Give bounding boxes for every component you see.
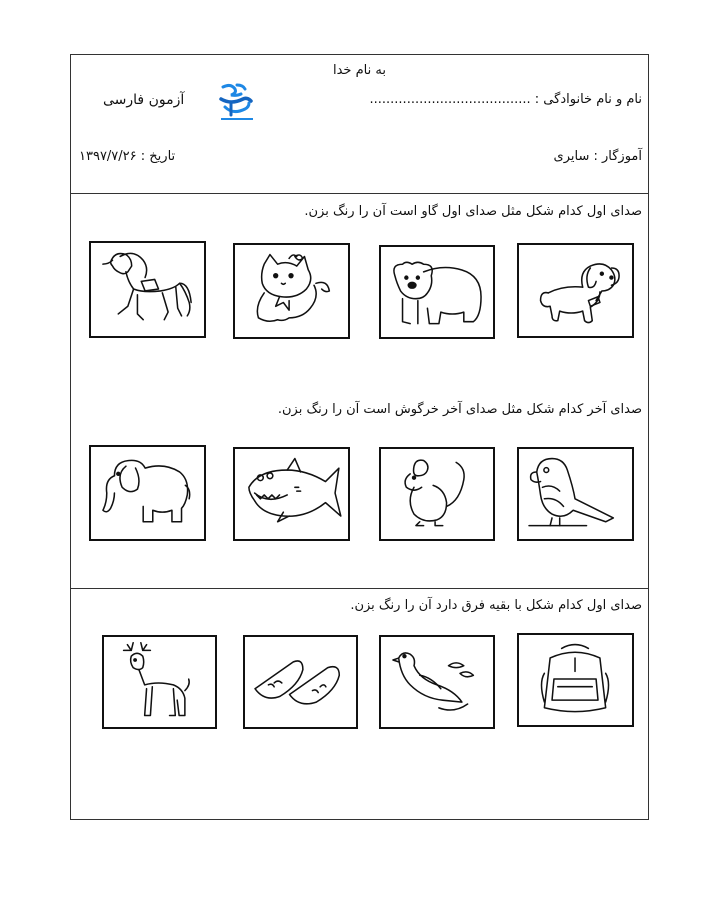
picture-shark — [233, 447, 350, 541]
question-2-text: صدای آخر کدام شکل مثل صدای آخر خرگوش است آن را رنگ بزن. — [277, 402, 642, 417]
divider — [71, 588, 648, 589]
picture-parrot — [517, 447, 634, 541]
question-3-text: صدای اول کدام شکل با بقیه فرق دارد آن را رنگ بزن. — [350, 598, 642, 613]
picture-horse — [89, 241, 206, 338]
divider — [71, 193, 648, 194]
teacher-name: آموزگار : سایری — [553, 149, 642, 164]
picture-dog — [517, 243, 634, 338]
picture-elephant — [89, 445, 206, 541]
exam-title: آزمون فارسی — [103, 92, 185, 108]
exam-date: تاریخ : ۱۳۹۷/۷/۲۶ — [79, 149, 176, 164]
picture-bear — [379, 245, 495, 339]
picture-cat — [233, 243, 350, 339]
worksheet-frame — [70, 54, 649, 820]
picture-pigeon — [379, 635, 495, 729]
picture-shoes — [243, 635, 358, 729]
picture-deer — [102, 635, 217, 729]
student-name-field: نام و نام خانوادگی : ....................................... — [369, 92, 642, 107]
question-1-text: صدای اول کدام شکل مثل صدای اول گاو است آن را رنگ بزن. — [304, 204, 642, 219]
picture-backpack — [517, 633, 634, 727]
bismillah: به نام خدا — [333, 63, 386, 78]
picture-mouse — [379, 447, 495, 541]
school-logo-icon — [217, 81, 257, 123]
